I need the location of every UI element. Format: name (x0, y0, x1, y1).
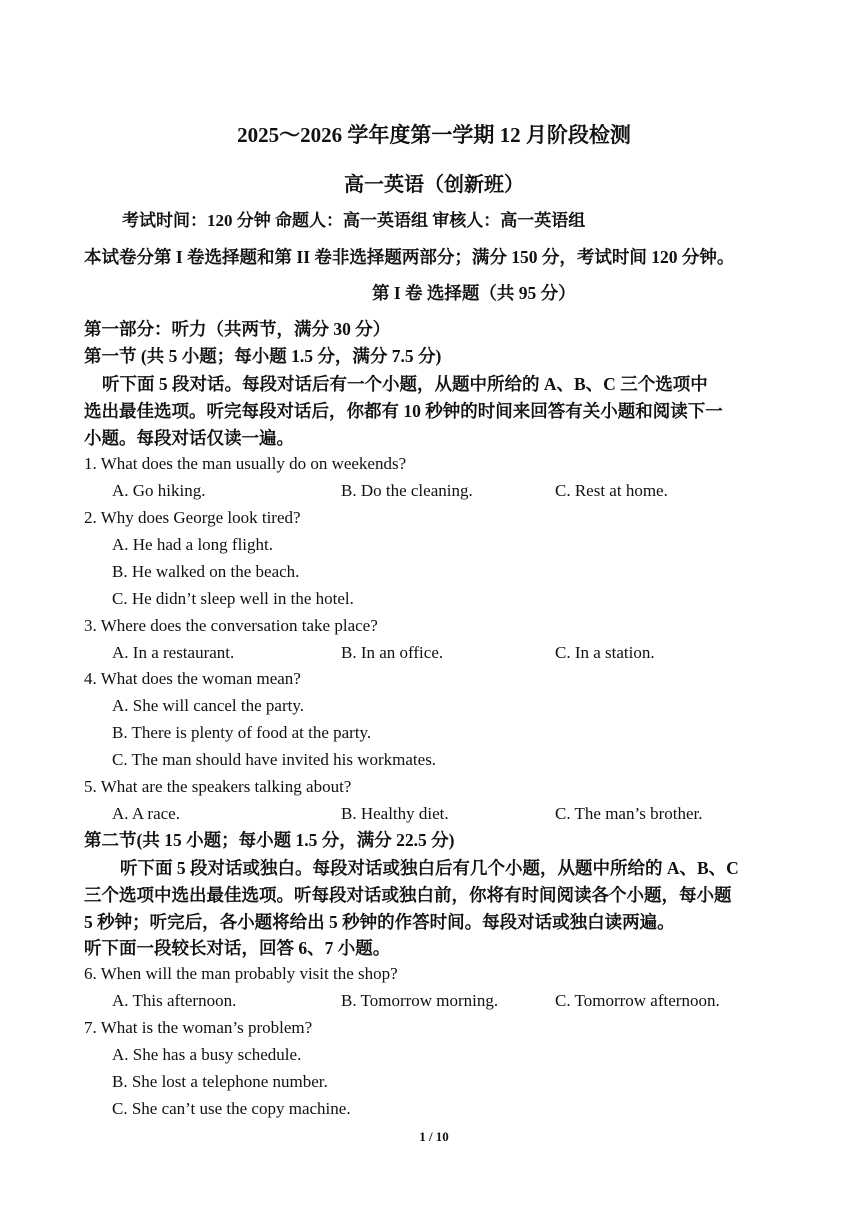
question-2-option-c: C. He didn’t sleep well in the hotel. (112, 589, 354, 608)
exam-meta: 考试时间：120 分钟 命题人：高一英语组 审核人：高一英语组 (122, 211, 586, 230)
exam-title: 2025～2026 学年度第一学期 12 月阶段检测 (237, 123, 631, 147)
question-6-option-c: C. Tomorrow afternoon. (555, 991, 720, 1010)
exam-subtitle: 高一英语（创新班） (344, 174, 524, 196)
question-1-option-b: B. Do the cleaning. (341, 481, 473, 500)
question-3-option-b: B. In an office. (341, 643, 444, 662)
question-7-option-a: A. She has a busy schedule. (112, 1045, 302, 1064)
dialog-note: 听下面一段较长对话，回答 6、7 小题。 (84, 938, 391, 958)
exam-intro: 本试卷分第 I 卷选择题和第 II 卷非选择题两部分；满分 150 分，考试时间 120 分钟。 (84, 247, 735, 267)
section1-instruction-2: 选出最佳选项。听完每段对话后，你都有 10 秒钟的时间来回答有关小题和阅读下一 (84, 401, 723, 421)
question-3-option-a: A. In a restaurant. (112, 643, 235, 662)
question-4-option-b: B. There is plenty of food at the party. (112, 723, 372, 742)
section1-instruction-1: 听下面 5 段对话。每段对话后有一个小题，从题中所给的 A、B、C 三个选项中 (102, 374, 708, 394)
question-5-stem: 5. What are the speakers talking about? (84, 777, 352, 796)
question-7-stem: 7. What is the woman’s problem? (84, 1018, 313, 1037)
page-number: 1 / 10 (419, 1129, 449, 1144)
section2-instruction-1: 听下面 5 段对话或独白。每段对话或独白后有几个小题，从题中所给的 A、B、C (120, 858, 739, 878)
question-5-option-a: A. A race. (112, 804, 180, 823)
question-6-stem: 6. When will the man probably visit the shop? (84, 964, 398, 983)
question-2-stem: 2. Why does George look tired? (84, 508, 301, 527)
question-1-option-a: A. Go hiking. (112, 481, 206, 500)
section2-instruction-3: 5 秒钟；听完后，各小题将给出 5 秒钟的作答时间。每段对话或独白读两遍。 (84, 912, 675, 932)
question-1-stem: 1. What does the man usually do on weekends? (84, 454, 407, 473)
question-3-option-c: C. In a station. (555, 643, 655, 662)
section1-instruction-3: 小题。每段对话仅读一遍。 (84, 428, 294, 448)
question-2-option-b: B. He walked on the beach. (112, 562, 300, 581)
section1-heading: 第一节 (共 5 小题；每小题 1.5 分，满分 7.5 分) (84, 346, 442, 366)
part1-heading: 第一部分：听力（共两节，满分 30 分） (84, 319, 391, 339)
question-6-option-a: A. This afternoon. (112, 991, 237, 1010)
question-7-option-c: C. She can’t use the copy machine. (112, 1099, 351, 1118)
question-3-stem: 3. Where does the conversation take place? (84, 616, 378, 635)
question-4-option-a: A. She will cancel the party. (112, 696, 304, 715)
question-1-option-c: C. Rest at home. (555, 481, 668, 500)
question-5-option-c: C. The man’s brother. (555, 804, 703, 823)
section2-instruction-2: 三个选项中选出最佳选项。听每段对话或独白前，你将有时间阅读各个小题，每小题 (84, 885, 732, 905)
question-7-option-b: B. She lost a telephone number. (112, 1072, 328, 1091)
section2-heading: 第二节(共 15 小题；每小题 1.5 分，满分 22.5 分) (84, 830, 455, 850)
question-4-stem: 4. What does the woman mean? (84, 669, 301, 688)
question-4-option-c: C. The man should have invited his workmates. (112, 750, 437, 769)
question-6-option-b: B. Tomorrow morning. (341, 991, 499, 1010)
question-5-option-b: B. Healthy diet. (341, 804, 449, 823)
question-2-option-a: A. He had a long flight. (112, 535, 273, 554)
volume-heading: 第 I 卷 选择题（共 95 分） (372, 283, 576, 303)
